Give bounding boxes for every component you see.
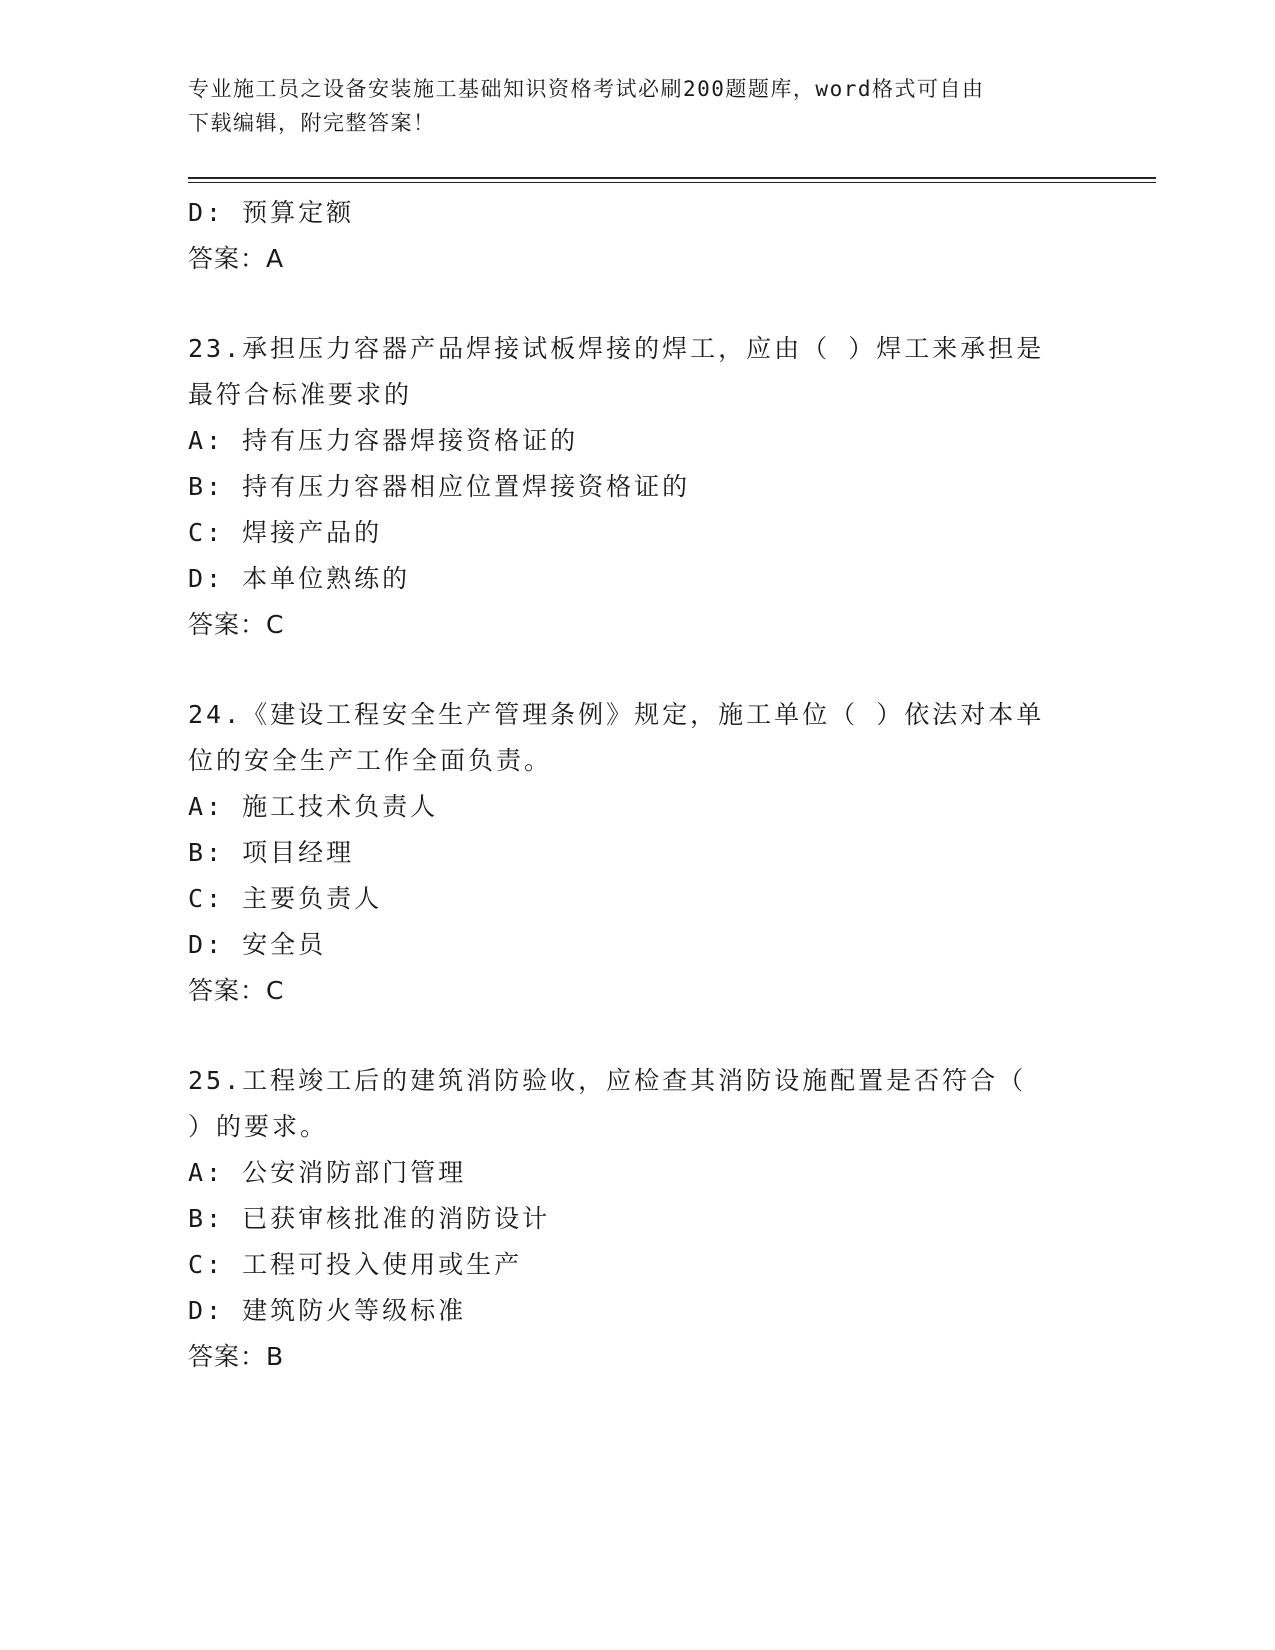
question-24-text-line-2: 位的安全生产工作全面负责。 (188, 746, 553, 775)
document-header (188, 72, 1068, 140)
header-divider-thin (188, 182, 1156, 183)
question-25-option-c: C: 工程可投入使用或生产 (188, 1250, 523, 1279)
question-23-option-d: D: 本单位熟练的 (188, 564, 411, 593)
question-25-text-line-1: 25.工程竣工后的建筑消防验收，应检查其消防设施配置是否符合（ (188, 1066, 1027, 1095)
question-24-option-a: A: 施工技术负责人 (188, 792, 439, 821)
question-23-option-a: A: 持有压力容器焊接资格证的 (188, 426, 579, 455)
question-25-option-a: A: 公安消防部门管理 (188, 1158, 467, 1187)
question-23-option-c: C: 焊接产品的 (188, 518, 383, 547)
question-25 (188, 1058, 1068, 1380)
header-line-2: 下载编辑，附完整答案！ (188, 111, 436, 135)
question-24-option-d: D: 安全员 (188, 930, 327, 959)
question-24-option-b: B: 项目经理 (188, 838, 355, 867)
question-25-option-b: B: 已获审核批准的消防设计 (188, 1204, 551, 1233)
question-25-option-d: D: 建筑防火等级标准 (188, 1296, 467, 1325)
question-23-text-line-2: 最符合标准要求的 (188, 380, 413, 409)
question-24-option-c: C: 主要负责人 (188, 884, 383, 913)
question-23 (188, 326, 1068, 648)
question-23-answer: 答案：C (188, 610, 285, 639)
question-23-text-line-1: 23.承担压力容器产品焊接试板焊接的焊工，应由（ ）焊工来承担是 (188, 334, 1045, 363)
question-23-option-b: B: 持有压力容器相应位置焊接资格证的 (188, 472, 691, 501)
prev-answer: 答案：A (188, 244, 285, 273)
question-25-text-line-2: ）的要求。 (188, 1112, 329, 1141)
question-25-answer: 答案：B (188, 1342, 285, 1371)
header-line-1: 专业施工员之设备安装施工基础知识资格考试必刷200题题库，word格式可自由 (188, 77, 985, 101)
question-24-text-line-1: 24.《建设工程安全生产管理条例》规定，施工单位（ ）依法对本单 (188, 700, 1045, 729)
question-24 (188, 692, 1068, 1014)
question-24-answer: 答案：C (188, 976, 285, 1005)
question-content (188, 190, 1068, 1380)
prev-option-d: D: 预算定额 (188, 198, 355, 227)
header-divider-thick (188, 177, 1156, 179)
